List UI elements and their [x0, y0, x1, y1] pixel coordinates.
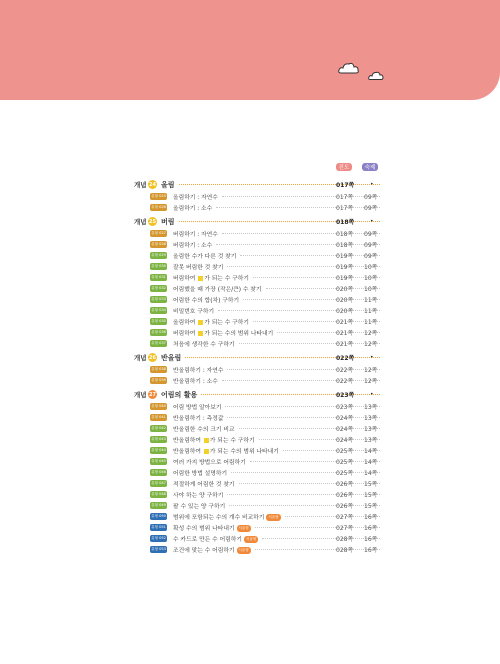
blank-box-icon — [198, 320, 203, 325]
type-title: 범위에 포함되는 수의 개수 비교하기 서술형 — [173, 515, 279, 521]
homework-page: 16쪽 — [364, 514, 378, 521]
concept-number: 25 — [149, 218, 156, 225]
concept-number: 27 — [149, 391, 156, 398]
homework-page: 14쪽 — [364, 448, 378, 455]
type-tag: 유형 051 — [151, 525, 166, 529]
type-row[interactable] — [134, 364, 384, 375]
homework-page: 14쪽 — [364, 459, 378, 466]
page-number: 024쪽 — [336, 426, 354, 433]
progress-column-header: 진도 — [336, 163, 352, 171]
page-number: 024쪽 — [336, 437, 354, 444]
dot-leader — [229, 505, 380, 506]
page-number: 028쪽 — [336, 547, 354, 554]
type-row[interactable] — [134, 239, 384, 250]
type-row[interactable] — [134, 294, 384, 305]
page-number: 021쪽 — [336, 319, 354, 326]
homework-page: 15쪽 — [364, 503, 378, 510]
page-number: 019쪽 — [336, 253, 354, 260]
type-tag: 유형 025 — [151, 194, 166, 198]
type-tag: 유형 041 — [151, 415, 166, 419]
homework-page: 15쪽 — [364, 492, 378, 499]
type-title: 반올림한 수의 크기 비교 — [173, 427, 235, 433]
dot-leader — [262, 538, 380, 539]
homework-page: 10쪽 — [364, 275, 378, 282]
dot-leader — [259, 439, 380, 440]
concept-row[interactable] — [134, 389, 384, 400]
homework-page: 09쪽 — [364, 194, 378, 201]
homework-bullet: • — [370, 218, 374, 225]
concept-label: 개념 — [134, 218, 147, 226]
blank-box-icon — [198, 331, 203, 336]
homework-page: 13쪽 — [364, 426, 378, 433]
homework-page: 09쪽 — [364, 253, 378, 260]
descriptive-badge: 서술형 — [245, 537, 257, 541]
type-tag: 유형 027 — [151, 231, 166, 235]
page-number: 020쪽 — [336, 286, 354, 293]
concept-title: 버림 — [161, 217, 175, 226]
dot-leader — [216, 244, 380, 245]
page-number: 018쪽 — [336, 231, 354, 238]
homework-page: 13쪽 — [364, 404, 378, 411]
type-row[interactable] — [134, 327, 384, 338]
type-title: 반올림하기 : 측정값 — [173, 416, 224, 422]
dot-leader — [216, 207, 380, 208]
type-row[interactable] — [134, 423, 384, 434]
descriptive-badge: 서술형 — [238, 548, 249, 552]
page-number: 017쪽 — [336, 194, 354, 201]
homework-page: 11쪽 — [364, 297, 378, 304]
type-tag: 유형 042 — [151, 426, 166, 430]
dot-leader — [227, 417, 380, 418]
type-title: 어림한 방법 설명하기 — [173, 471, 228, 477]
type-row[interactable] — [134, 191, 384, 202]
homework-page: 11쪽 — [364, 319, 378, 326]
type-row[interactable] — [134, 202, 384, 213]
type-title: 확성 수의 범위 나타내기 서술형 — [173, 526, 249, 532]
type-title: 어림했을 때 가장 (작은/큰) 수 찾기 — [173, 287, 262, 293]
page-number: 026쪽 — [336, 481, 354, 488]
header-banner — [0, 0, 500, 100]
page-number: 027쪽 — [336, 514, 354, 521]
type-title: 어림 방법 알아보기 — [173, 405, 222, 411]
dot-leader — [255, 527, 380, 528]
type-row[interactable] — [134, 500, 384, 511]
dot-leader — [222, 233, 380, 234]
type-tag: 유형 031 — [151, 275, 166, 279]
type-title: 올림하기 : 자연수 — [173, 195, 218, 201]
type-tag: 유형 046 — [151, 470, 166, 474]
concept-title: 어림의 활용 — [161, 390, 198, 399]
type-title: 어림한 수의 합(차) 구하기 — [173, 298, 240, 304]
type-tag: 유형 035 — [151, 319, 166, 323]
dot-leader — [231, 472, 380, 473]
concept-title: 올림 — [161, 180, 175, 189]
type-tag: 유형 053 — [151, 547, 166, 551]
type-title: 버림하여 가 되는 수 구하기 — [173, 276, 249, 282]
dot-leader — [255, 549, 380, 550]
type-title: 반올림하여 가 되는 수의 범위 나타내기 — [173, 449, 279, 455]
type-tag: 유형 043 — [151, 437, 166, 441]
type-title: 팔 수 있는 양 구하기 — [173, 504, 226, 510]
page-number: 023쪽 — [336, 404, 354, 411]
homework-page: 13쪽 — [364, 437, 378, 444]
blank-box-icon — [198, 276, 203, 281]
type-title: 올림하기 : 소수 — [173, 206, 213, 212]
type-row[interactable] — [134, 412, 384, 423]
type-tag: 유형 044 — [151, 448, 166, 452]
cloud-icon — [368, 70, 384, 81]
homework-bullet: • — [370, 354, 374, 361]
page-number: 028쪽 — [336, 536, 354, 543]
type-title: 반올림하기 : 자연수 — [173, 368, 224, 374]
type-tag: 유형 034 — [151, 308, 166, 312]
dot-leader — [239, 428, 380, 429]
concept-row[interactable] — [134, 179, 384, 190]
concept-row[interactable] — [134, 352, 384, 363]
dot-leader — [227, 494, 380, 495]
homework-page: 16쪽 — [364, 525, 378, 532]
type-row[interactable] — [134, 305, 384, 316]
type-tag: 유형 049 — [151, 503, 166, 507]
type-tag: 유형 038 — [151, 367, 166, 371]
homework-page: 16쪽 — [364, 547, 378, 554]
homework-bullet: • — [370, 391, 374, 398]
type-row[interactable] — [134, 261, 384, 272]
homework-page: 09쪽 — [364, 242, 378, 249]
type-row[interactable] — [134, 533, 384, 544]
dot-leader — [222, 380, 380, 381]
type-row[interactable] — [134, 511, 384, 522]
concept-label: 개념 — [134, 354, 147, 362]
dot-leader — [227, 266, 380, 267]
page-number: 018쪽 — [336, 242, 354, 249]
type-title: 처음에 생각한 수 구하기 — [173, 342, 235, 348]
homework-page: 16쪽 — [364, 536, 378, 543]
homework-page: 10쪽 — [364, 286, 378, 293]
page-number: 021쪽 — [336, 341, 354, 348]
type-title: 올림한 수가 다른 것 찾기 — [173, 254, 237, 260]
type-tag: 유형 048 — [151, 492, 166, 496]
descriptive-badge: 서술형 — [268, 515, 279, 519]
type-title: 잘못 버림한 것 찾기 — [173, 265, 224, 271]
cloud-icon — [338, 61, 360, 75]
type-row[interactable] — [134, 522, 384, 533]
type-row[interactable] — [134, 338, 384, 349]
dot-leader — [240, 255, 380, 256]
homework-page: 12쪽 — [364, 367, 378, 374]
type-row[interactable] — [134, 228, 384, 239]
type-title: 버림하여 가 되는 수의 범위 나타내기 — [173, 331, 274, 337]
type-title: 조건에 맞는 수 어림하기 서술형 — [173, 548, 249, 554]
dot-leader — [266, 288, 381, 289]
type-row[interactable] — [134, 489, 384, 500]
page-number: 017쪽 — [336, 205, 354, 212]
type-tag: 유형 033 — [151, 297, 166, 301]
type-tag: 유형 028 — [151, 242, 166, 246]
homework-page: 12쪽 — [364, 341, 378, 348]
homework-page: 09쪽 — [364, 205, 378, 212]
page-number: 019쪽 — [336, 275, 354, 282]
dot-leader — [250, 461, 380, 462]
type-title: 버림하기 : 자연수 — [173, 232, 218, 238]
page-number: 021쪽 — [336, 330, 354, 337]
type-tag: 유형 040 — [151, 404, 166, 408]
type-tag: 유형 026 — [151, 205, 166, 209]
type-title: 반올림하여 가 되는 수 구하기 — [173, 438, 255, 444]
page-number: 022쪽 — [336, 367, 354, 374]
type-row[interactable] — [134, 316, 384, 327]
page-number: 026쪽 — [336, 503, 354, 510]
type-row[interactable] — [134, 456, 384, 467]
page-number: 019쪽 — [336, 264, 354, 271]
homework-page: 12쪽 — [364, 330, 378, 337]
page-number: 026쪽 — [336, 492, 354, 499]
dot-leader — [222, 196, 380, 197]
page-number: 022쪽 — [336, 378, 354, 385]
page-number: 025쪽 — [336, 459, 354, 466]
type-row[interactable] — [134, 467, 384, 478]
type-tag: 유형 039 — [151, 378, 166, 382]
dot-leader — [225, 406, 380, 407]
dot-leader — [239, 483, 380, 484]
dot-leader — [253, 321, 380, 322]
descriptive-badge: 서술형 — [238, 526, 249, 530]
dot-leader — [243, 299, 380, 300]
type-tag: 유형 047 — [151, 481, 166, 485]
type-title: 버림하기 : 소수 — [173, 243, 213, 249]
concept-title: 반올림 — [161, 353, 182, 362]
dot-leader — [218, 310, 380, 311]
homework-column-header: 숙제 — [362, 163, 378, 171]
page-number: 025쪽 — [336, 470, 354, 477]
blank-box-icon — [204, 449, 209, 454]
type-tag: 유형 032 — [151, 286, 166, 290]
type-tag: 유형 037 — [151, 341, 166, 345]
page-number: 023쪽 — [336, 392, 355, 399]
page-number: 020쪽 — [336, 297, 354, 304]
homework-page: 10쪽 — [364, 264, 378, 271]
homework-page: 13쪽 — [364, 415, 378, 422]
type-tag: 유형 050 — [151, 514, 166, 518]
page-number: 027쪽 — [336, 525, 354, 532]
homework-page: 11쪽 — [364, 308, 378, 315]
type-tag: 유형 029 — [151, 253, 166, 257]
type-row[interactable] — [134, 445, 384, 456]
type-row[interactable] — [134, 283, 384, 294]
homework-page: 14쪽 — [364, 470, 378, 477]
type-title: 여러 가지 방법으로 어림하기 — [173, 460, 246, 466]
dot-leader — [253, 277, 380, 278]
page-number: 018쪽 — [336, 219, 355, 226]
type-tag: 유형 036 — [151, 330, 166, 334]
page-number: 025쪽 — [336, 448, 354, 455]
homework-page: 12쪽 — [364, 378, 378, 385]
type-title: 사야 하는 양 구하기 — [173, 493, 224, 499]
type-tag: 유형 045 — [151, 459, 166, 463]
type-row[interactable] — [134, 434, 384, 445]
homework-page: 15쪽 — [364, 481, 378, 488]
blank-box-icon — [204, 438, 209, 443]
type-tag: 유형 030 — [151, 264, 166, 268]
type-row[interactable] — [134, 375, 384, 386]
type-title: 올림하여 가 되는 수 구하기 — [173, 320, 249, 326]
dot-leader — [227, 369, 380, 370]
type-tag: 유형 052 — [151, 536, 166, 540]
page-number: 020쪽 — [336, 308, 354, 315]
type-title: 반올림하기 : 소수 — [173, 379, 218, 385]
type-title: 비밀번호 구하기 — [173, 309, 215, 315]
concept-number: 26 — [149, 354, 156, 361]
concept-label: 개념 — [134, 181, 147, 189]
concept-label: 개념 — [134, 391, 147, 399]
page-number: 017쪽 — [336, 182, 355, 189]
page-number: 022쪽 — [336, 355, 355, 362]
type-title: 수 카드로 만든 수 어림하기 서술형 — [173, 537, 257, 543]
type-row[interactable] — [134, 272, 384, 283]
type-title: 적절하게 어림한 것 찾기 — [173, 482, 235, 488]
type-row[interactable] — [134, 478, 384, 489]
concept-row[interactable] — [134, 216, 384, 227]
homework-bullet: • — [370, 181, 374, 188]
type-row[interactable] — [134, 401, 384, 412]
dot-leader — [239, 343, 380, 344]
type-row[interactable] — [134, 544, 384, 555]
page-number: 024쪽 — [336, 415, 354, 422]
type-row[interactable] — [134, 250, 384, 261]
homework-page: 09쪽 — [364, 231, 378, 238]
concept-number: 24 — [149, 181, 156, 188]
